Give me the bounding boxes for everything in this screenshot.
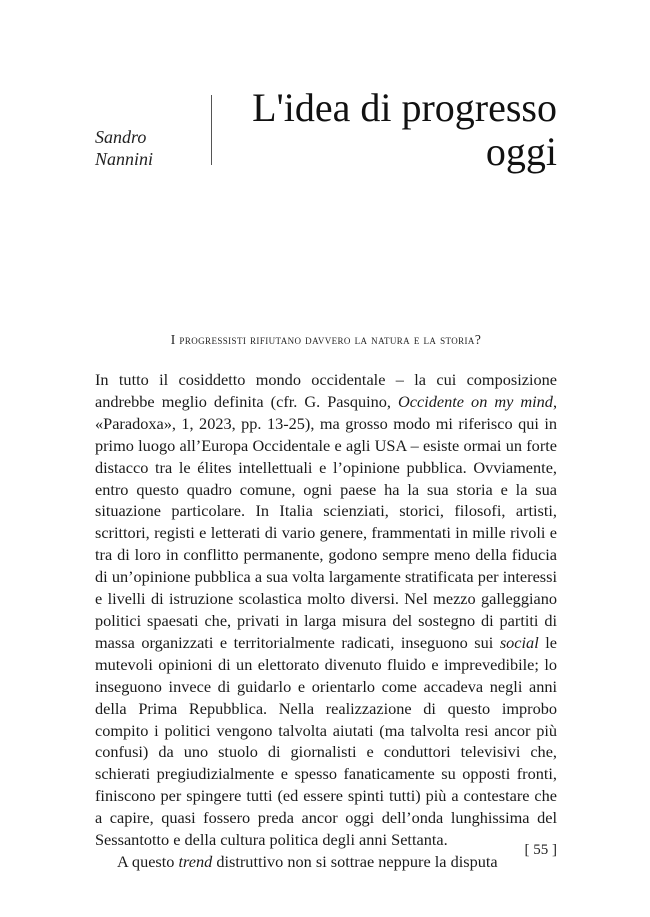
paragraph-2 [95,851,557,873]
page-number: [ 55 ] [524,842,557,858]
paragraph-1 [95,369,557,851]
emphasis-trend: trend [178,851,213,871]
paragraph-2-text-c: distruttivo non si sottrae neppure la disputa [212,851,498,871]
article-body [95,369,557,873]
author-last-name: Nannini [95,149,154,169]
paragraph-1-text-e: le mutevoli opinioni di un elettorato divenuto fluido e imprevedibile; lo inseguono invece di guidarlo e orientarlo come accadeva negli anni della Prima Repubblica. Nella realizzazione di questo improbo compito i politici vengono talvolta aiutati (ma talvolta resi ancor più confusi) da uno stuolo di giornalisti e conduttori televisivi che, schierati pregiudizialmente e spesso fanaticamente su opposti fronti, finiscono per spingere tutti (ed essere spinti tutti) più a contestare che a capire, quasi fossero preda ancor oggi dell’onda lunghissima del Sessantotto e della cultura politica degli anni Settanta. [95,632,557,850]
author-first-name: Sandro [95,127,147,147]
article-title [225,86,557,174]
author-name [95,126,153,170]
vertical-divider [211,95,212,165]
section-subtitle: I progressisti rifiutano davvero la natura e la storia? [170,332,482,347]
title-line-1: L'idea di progresso [252,85,557,130]
title-line-2: oggi [485,129,557,174]
emphasis-social: social [499,632,539,652]
paragraph-1-text-a: In tutto il cosiddetto mondo occidentale – la cui composizione andrebbe meglio definita (cfr. G. Pasquino, [95,370,557,411]
paragraph-2-text-a: A questo [117,851,179,871]
paragraph-1-text-c: , «Paradoxa», 1, 2023, pp. 13-25), ma grosso modo mi riferisco qui in primo luogo all’Europa Occidentale e agli USA – esiste ormai un forte distacco tra le élites intellettuali e l’opinione pubblica. Ovviamente, entro questo quadro comune, ogni paese ha la sua storia e la sua situazione particolare. In Italia scienziati, storici, filosofi, artisti, scrittori, registi e letterati di vario genere, frammentati in mille rivoli e tra di loro in conflitto permanente, godono sempre meno della fiducia di un’opinione pubblica a sua volta largamente stratificata per interessi e livelli di istruzione scolastica molto diversi. Nel mezzo galleggiano politici spaesati che, privati in larga misura del sostegno di partiti di massa organizzati e territorialmente radicati, inseguono sui [95,391,558,652]
cited-work-title: Occidente on my mind [398,391,553,411]
